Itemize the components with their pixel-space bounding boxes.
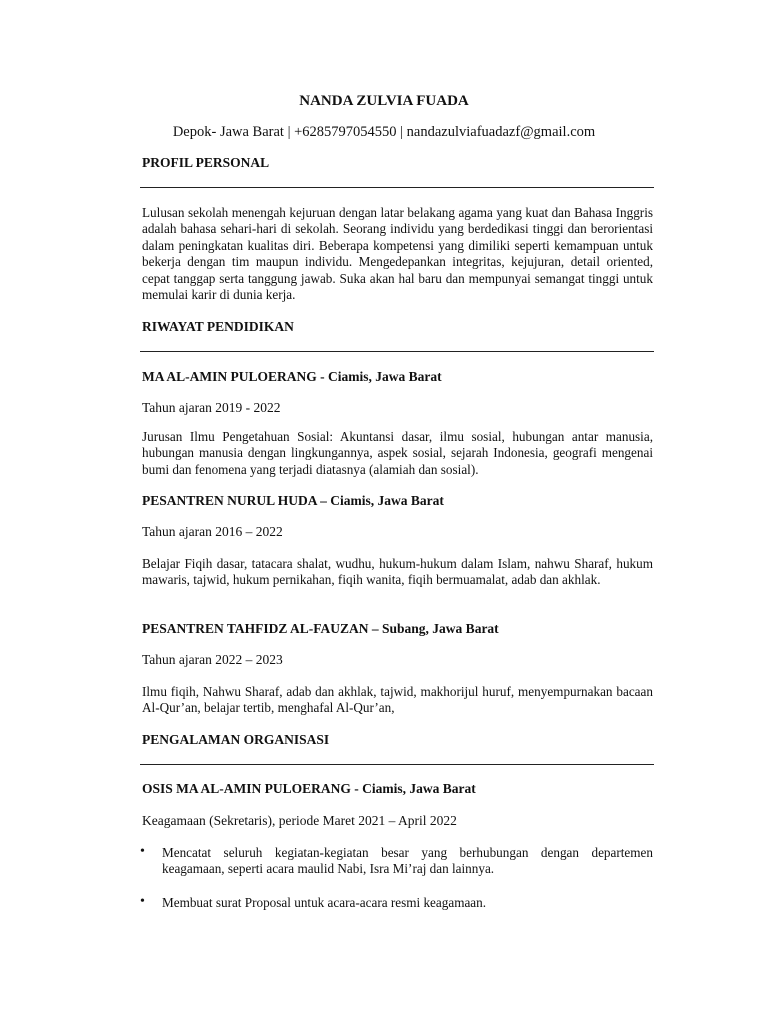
section-divider — [140, 187, 654, 188]
organization-bullet: Membuat surat Proposal untuk acara-acara resmi keagamaan. — [162, 895, 487, 910]
education-title: MA AL-AMIN PULOERANG - Ciamis, Jawa Barat — [142, 369, 442, 384]
organization-title: OSIS MA AL-AMIN PULOERANG - Ciamis, Jawa Barat — [142, 781, 476, 796]
education-description: Belajar Fiqih dasar, tatacara shalat, wudhu, hukum-hukum dalam Islam, nahwu Sharaf, hukum mawaris, tajwid, hukum pernikahan, fiqih wanita, fiqih bermuamalat, adab dan akhlak. — [142, 556, 653, 588]
bullet-icon: • — [140, 894, 145, 909]
section-divider — [140, 764, 654, 765]
section-heading-education: RIWAYAT PENDIDIKAN — [142, 319, 294, 334]
education-title: PESANTREN TAHFIDZ AL-FAUZAN – Subang, Jawa Barat — [142, 621, 499, 636]
resume-name: NANDA ZULVIA FUADA — [299, 93, 469, 109]
education-title: PESANTREN NURUL HUDA – Ciamis, Jawa Barat — [142, 493, 444, 508]
education-description: Jurusan Ilmu Pengetahuan Sosial: Akuntansi dasar, ilmu sosial, hubungan antar manusia, hubungan manusia dengan lingkungannya, aspek sosial, sejarah Indonesia, geografi mengenai bumi dan fenomena yang terjadi diatasnya (alamiah dan sosial). — [142, 429, 653, 477]
section-divider — [140, 351, 654, 352]
contact-line: Depok- Jawa Barat | +6285797054550 | nandazulviafuadazf@gmail.com — [172, 124, 596, 140]
section-heading-profile: PROFIL PERSONAL — [142, 155, 270, 170]
education-description: Ilmu fiqih, Nahwu Sharaf, adab dan akhlak, tajwid, makhorijul huruf, menyempurnakan bacaan Al-Qur’an, belajar tertib, menghafal Al-Qur’an, — [142, 684, 653, 716]
organization-role: Keagamaan (Sekretaris), periode Maret 2021 – April 2022 — [142, 813, 457, 828]
section-heading-organization: PENGALAMAN ORGANISASI — [142, 732, 330, 747]
organization-bullet: Mencatat seluruh kegiatan-kegiatan besar yang berhubungan dengan departemen keagamaan, seperti acara maulid Nabi, Isra Mi’raj dan lainnya. — [162, 845, 653, 877]
bullet-icon: • — [140, 844, 145, 859]
education-years: Tahun ajaran 2016 – 2022 — [142, 524, 283, 539]
education-years: Tahun ajaran 2022 – 2023 — [142, 652, 283, 667]
profile-text: Lulusan sekolah menengah kejuruan dengan latar belakang agama yang kuat dan Bahasa Inggris adalah bahasa sehari-hari di sekolah. Seorang individu yang berdedikasi tinggi dan berorientasi dalam peningkatan kualitas diri. Beberapa kompetensi yang dimiliki seperti kemampuan untuk bekerja dengan tim maupun individu. Mengedepankan integritas, kejujuran, detail oriented, cepat tanggap serta tanggung jawab. Suka akan hal baru dan mempunyai semangat tinggi untuk memulai karir di dunia kerja. — [142, 205, 653, 303]
education-years: Tahun ajaran 2019 - 2022 — [142, 400, 281, 415]
